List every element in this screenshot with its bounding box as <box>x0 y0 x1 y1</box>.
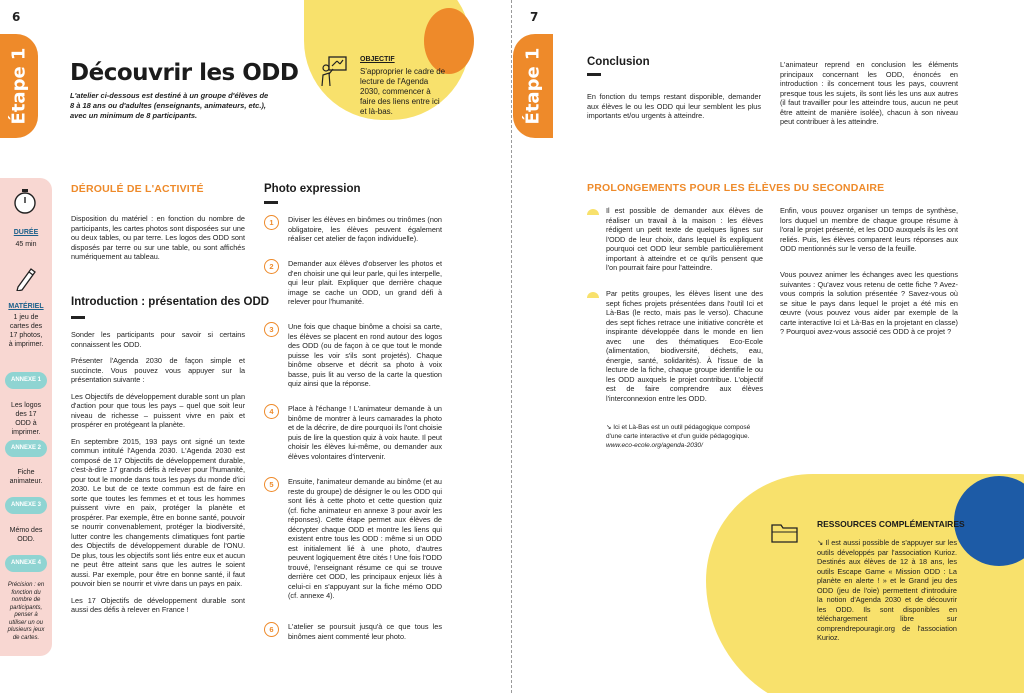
page-number-left: 6 <box>12 10 21 24</box>
step-number-4: 4 <box>264 404 279 419</box>
materiel-item-3: Fiche animateur. <box>9 469 43 485</box>
duree-label: DURÉE <box>13 229 39 236</box>
page-title: Découvrir les ODD <box>70 60 299 86</box>
ressources-heading: RESSOURCES COMPLÉMENTAIRES <box>817 519 965 529</box>
etape-label: Étape 1 <box>8 47 30 125</box>
etape-tab-right <box>513 34 553 138</box>
conclusion-text-left: En fonction du temps restant disponible, demander aux élèves le ou les ODD qui leur semblent les plus importants et/ou urgents à atteindre. <box>587 92 761 120</box>
prolongement-right-p2: Vous pouvez animer les échanges avec les questions suivantes : Qu'avez vous retenu de cette fiche ? Avez-vous compris la solution présentée ? Savez-vous où se situe le pays dans lequel le projet a été mis en œuvre (vous pouvez vous aider par exemple de la carte interactive Ici et Là-Bas en la projetant en classe) ? Pourquoi avez-vous associé ces ODD à ce projet ? <box>780 270 958 336</box>
step-4-text: Place à l'échange ! L'animateur demande à un binôme de montrer à leurs camarades la photo et de la décrire, de dire pourquoi ils l'ont choisie puis de lire la question quiz à voix haute. Il peut choisir les élèves lui-même, ou demander aux élèves volontaires d'intervenir. <box>288 404 442 461</box>
etape-label: Étape 1 <box>522 47 544 125</box>
page-fold-divider <box>511 0 512 693</box>
introduction-body <box>71 330 245 622</box>
materiel-item-1: 1 jeu de cartes des 17 photos, à imprimer. <box>8 314 44 348</box>
prolongement-right-p1: Enfin, vous pouvez organiser un temps de synthèse, lors duquel un membre de chaque groupe résume à l'oral le projet présenté, et les ODD auxquels ils les ont reliés. Puis, les élèves comparent leurs réponses aux ODD mentionnés sur le verso de la feuille. <box>780 206 958 253</box>
photo-expression-heading: Photo expression <box>264 183 361 195</box>
intro-paragraph: En septembre 2015, 193 pays ont signé un texte commun intitulé l'Agenda 2030. L'Agenda 2030 est composé de 17 Objectifs de développement durable, c'est-à-dire 17 grands défis à relever pour l'humanité, pour tout le monde dans tous les pays du monde d'ici 2030. Le but de ce texte commun est de faire en sorte que toutes les femmes et et tous les hommes puissent vivre en paix, protéger la planète et prospérer. Par exemple, être en bonne santé, pouvoir se nourrir convenablement, protéger la biodiversité, lutter contre les changements climatiques font partie des Objectifs de développement durable de l'ONU. De plus, tous les objectifs sont liés entre eux et aucun ne peut être atteint sans que les autres le soient aussi. Par exemple, pour être en bonne santé, il faut pouvoir bien se nourrir et vivre dans un pays en paix. <box>71 436 246 588</box>
annexe-2-badge[interactable]: ANNEXE 2 <box>5 440 47 457</box>
introduction-heading: Introduction : présentation des ODD <box>71 296 270 308</box>
folder-icon <box>770 520 800 549</box>
conclusion-text-right: L'animateur reprend en conclusion les éléments principaux concernant les ODD, énoncés en introduction : ils concernent tous les pays, couvrent presque tous les sujets, ils sont liés les uns aux autres (il faut travailler pour les atteindre tous, aucun ne peut être atteint de manière isolée), chacun à son niveau peut contribuer à les atteindre. <box>780 60 958 126</box>
objective-text: S'approprier le cadre de lecture de l'Agenda 2030, commencer à faire des liens entre ici et là-bas. <box>360 67 446 116</box>
annexe-1-badge[interactable]: ANNEXE 1 <box>5 372 47 389</box>
objective-label: OBJECTIF <box>360 56 395 63</box>
ressources-text: ↘ Il est aussi possible de s'appuyer sur les outils développés par l'association Kurioz. Destinés aux élèves de 12 à 18 ans, les outils Escape Game « Mission ODD : La planète en alerte ! » et le Grand jeu des ODD (jeu de l'oie) permettent d'introduire la notion d'Agenda 2030 et de découvrir les ODD. Ils sont disponibles en téléchargement libre sur comprendrepouragir.org de l'association Kurioz. <box>817 538 957 642</box>
prolongement-bullet-1: Il est possible de demander aux élèves de réaliser un travail à la maison : les élèves rédigent un petit texte de quelques lignes sur l'ODD de leur choix, dans lequel ils expliquent pourquoi cet ODD leur semble particulièrement important à atteindre et ce qu'ils pensent que l'on pourrait faire pour l'atteindre. <box>606 206 763 272</box>
heading-underline <box>71 316 85 319</box>
precision-note: Précision : en fonction du nombre de participants, penser à utiliser un ou plusieurs jeux de cartes. <box>7 582 45 641</box>
prolongements-heading: PROLONGEMENTS POUR LES ÉLÈVES DU SECONDAIRE <box>587 182 885 194</box>
step-number-3: 3 <box>264 322 279 337</box>
conclusion-heading: Conclusion <box>587 56 650 68</box>
prolongement-bullet-2: Par petits groupes, les élèves lisent une des sept fiches projets présentées dans l'outil Ici et Là-Bas (le recto, mais pas le verso). Chacune des sept fiches retrace une initiative concrète et inspirante développée dans le monde en lien avec une des thématiques Eco-Ecole (alimentation, biodiversité, déchets, eau, énergie, santé, solidarités). À l'issue de la lecture de la fiche, chaque groupe identifie le ou les ODD auxquels le projet contribue. L'objectif est de faire comprendre aux élèves l'interconnexion entre les ODD. <box>606 289 763 403</box>
step-2-text: Demander aux élèves d'observer les photos et d'en choisir une qui leur parle, qui les interpelle, qui leur plait. Expliquer que derrière chaque image se cache un ODD, un grand défi à relever pour l'humanité. <box>288 259 442 306</box>
page-number-right: 7 <box>530 10 539 24</box>
presenter-board-icon <box>321 56 347 88</box>
pencil-icon <box>14 265 38 296</box>
deroule-text: Disposition du matériel : en fonction du nombre de participants, les cartes photos sont disposées sur une ou deux tables, ou par terre. Les logos des ODD sont disposés par terre ou sur une table, ou sont affichés numériquement au tableau. <box>71 214 245 261</box>
step-number-5: 5 <box>264 477 279 492</box>
intro-text: L'atelier ci-dessous est destiné à un groupe d'élèves de 8 à 18 ans ou d'adultes (enseignants, animateurs, etc.), avec un minimum de 8 participants. <box>70 91 269 120</box>
step-number-2: 2 <box>264 259 279 274</box>
deroule-heading: DÉROULÉ DE L'ACTIVITÉ <box>71 183 204 195</box>
ici-la-bas-note: ↘ Ici et Là-Bas est un outil pédagogique composé d'une carte interactive et d'un guide pédagogique. <box>606 424 751 440</box>
step-1-text: Diviser les élèves en binômes ou trinômes (non obligatoire, les élèves peuvent également réaliser cet atelier de façon individuelle). <box>288 215 442 243</box>
intro-paragraph: Les 17 Objectifs de développement durable sont aussi des défis à relever en France ! <box>71 595 245 614</box>
bullet-marker <box>587 209 599 215</box>
duree-value: 45 min <box>15 241 37 248</box>
step-5-text: Ensuite, l'animateur demande au binôme (et au reste du groupe) de désigner le ou les ODD qui sont liés à cette photo et cette question quiz (cf. fiche animateur en annexe 3 pour avoir les réponses). Cette étape permet aux élèves de décrypter chaque ODD et montre les liens qui existent entre tous les ODD : même si un ODD est initialement lié à une photo, d'autres peuvent logiquement être cités ! Une fois l'ODD trouvé, l'enseignant résume ce qui se trouve derrière cet ODD, les principaux enjeux liés à celui-ci en s'appuyant sur la fiche mémo ODD (cf. annexe 4). <box>288 477 442 600</box>
intro-paragraph: Sonder les participants pour savoir si certains connaissent les ODD. <box>71 330 245 349</box>
heading-underline <box>587 73 601 76</box>
eco-ecole-link[interactable]: www.eco-ecole.org/agenda-2030/ <box>606 442 703 449</box>
materiel-item-2: Les logos des 17 ODD à imprimer. <box>11 402 41 436</box>
orange-blob <box>424 8 474 74</box>
step-number-1: 1 <box>264 215 279 230</box>
step-3-text: Une fois que chaque binôme a choisi sa carte, les élèves se placent en rond autour des logos des ODD (ou de façon à ce que tout le monde puisse les voir s'ils sont projetés). Chaque binôme observe et décrit sa photo à voix basse, puis lit au verso de la carte la question quiz ainsi que la réponse. <box>288 322 442 388</box>
bullet-marker <box>587 292 599 298</box>
heading-underline <box>264 201 278 204</box>
clock-icon <box>12 188 38 219</box>
annexe-4-badge[interactable]: ANNEXE 4 <box>5 555 47 572</box>
step-6-text: L'atelier se poursuit jusqu'à ce que tous les binômes aient commenté leur photo. <box>288 622 442 641</box>
step-number-6: 6 <box>264 622 279 637</box>
materiel-item-4: Mémo des ODD. <box>9 527 43 543</box>
intro-paragraph: Présenter l'Agenda 2030 de façon simple et succincte. Vous pouvez vous appuyer sur la présentation suivante : <box>71 356 245 384</box>
annexe-3-badge[interactable]: ANNEXE 3 <box>5 497 47 514</box>
materiel-label: MATÉRIEL <box>8 303 44 310</box>
etape-tab-left <box>0 34 38 138</box>
intro-paragraph: Les Objectifs de développement durable sont un plan d'action pour que tous les pays – quel que soit leur niveau de richesse – puissent vivre en paix et prospérer en protégeant la planète. <box>71 391 245 429</box>
